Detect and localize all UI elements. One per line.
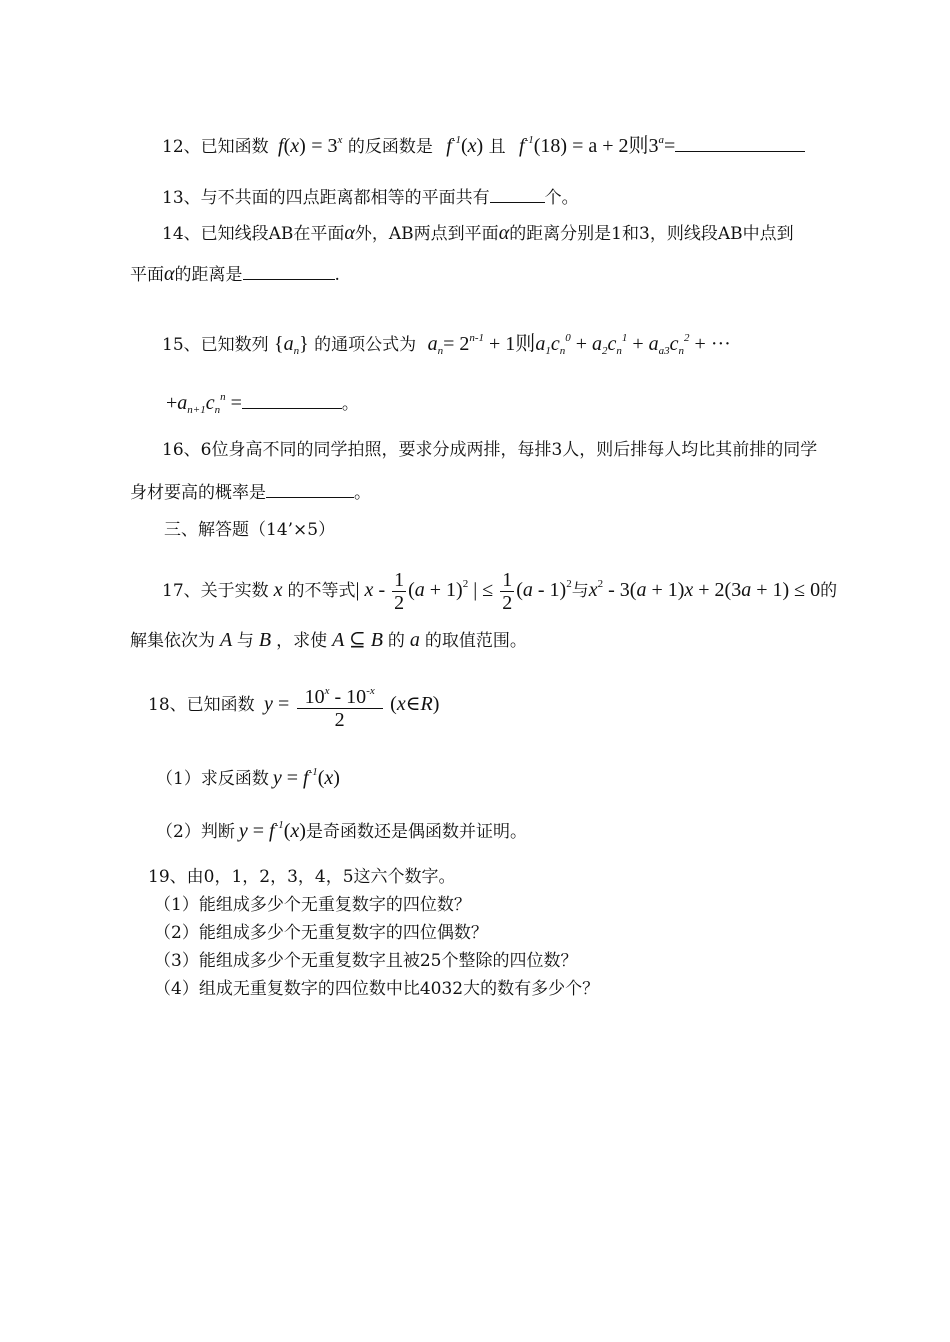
var-x: x [268,579,288,601]
answer-blank-14[interactable] [243,265,335,280]
q19-item: （1）能组成多少个无重复数字的四位数？ [154,895,471,915]
q17-text-d: 的 [387,631,405,651]
question-19: 19、由0，1，2，3，4，5这六个数字。 [148,867,456,887]
q12-condition: $f^{-1}$ [519,134,534,157]
q17-and: 与 [571,581,589,601]
q17-mid: 的不等式 [287,581,356,601]
q18-lead: 18、已知函数 [148,695,255,715]
q18-y: y = [264,693,290,715]
question-16-line-1: 16、6位身高不同的同学拍照，要求分成两排，每排3人，则后排每人均比其前排的同学 [162,440,818,460]
q17-text-e: 的取值范围。 [424,631,527,651]
q18-fraction: $\frac{10^x - 10^{-x}}{2}$ [297,680,383,731]
q17-de: 的 [820,581,838,601]
q14-text-c: 的距离分别是1和3，则线段AB中点到 [509,224,794,244]
q17-lead: 17、关于实数 [162,581,269,601]
set-A: A [215,629,237,651]
q18-domain: (x∈R) [390,693,440,715]
q12-condition-value: (18) = a + 2则3 [533,135,659,157]
question-12: 12、已知函数 $f(x) = 3^x$ 的反函数是 $f^{-1}(x)$ 且 $f^{-1}(18) = a + 2$则$3^a=$ [162,128,805,159]
question-13 [162,186,579,210]
question-18-part-1 [156,760,340,791]
q12-formula-f: f(x) [278,135,306,157]
alpha-symbol: α [164,263,175,285]
answer-blank-13[interactable] [490,188,545,203]
q12-mid: 的反函数是 [347,137,433,157]
q17-text-b: 与 [236,631,254,651]
q12-formula-eq: = $3^x$ [311,134,343,157]
question-15-line-1 [162,326,731,363]
q15-last-term: $+a_{n+1}c_n^n$ [166,391,226,416]
q15-mid: 的通项公式为 [314,335,417,355]
q18-inverse-2: $y = f^{-1}(x)$ [238,819,306,842]
q15-lead: 15、已知数列 [162,335,269,355]
alpha-symbol: α [344,222,355,244]
q18-sub2-tail: 是奇函数还是偶函数并证明。 [305,822,527,842]
q15-equals: = [225,392,242,414]
alpha-symbol: α [498,222,510,244]
q15-formula-rhs: = $2^{n-1} + 1$则 [443,332,536,355]
q17-text-c: ，求使 [276,631,328,651]
q12-inverse: $f^{-1}(x)$ [446,134,484,157]
question-17-line-2 [130,628,527,653]
q13-text: 13、与不共面的四点距离都相等的平面共有 [162,188,490,208]
q12-lead: 12、已知函数 [162,137,269,157]
question-17-line-1 [162,562,837,614]
question-16-line-2 [130,481,371,505]
q19-item: （3）能组成多少个无重复数字且被25个整除的四位数？ [154,951,578,971]
answer-blank-12[interactable] [675,137,805,152]
answer-blank-16[interactable] [266,483,354,498]
question-18 [148,680,439,731]
question-18-part-2 [156,813,527,844]
q16-tail: 。 [354,483,371,503]
q17-text-a: 解集依次为 [130,631,215,651]
q14-text-b: 外，AB两点到平面 [354,224,499,244]
question-14-line-1 [162,221,794,246]
q12-and: 且 [488,137,506,157]
q14-text-e: 的距离是 [174,265,243,285]
q17-ineq1: | x - $\frac{1}{2}$ $(a + 1)^2$ | ≤ $\frac{1}{2}$ (a - 1)$^2$ [355,568,572,614]
q17-ineq2: $x^2 - 3(a + 1)x + 2(3a + 1) \le 0$ [588,578,821,601]
q16-text: 身材要高的概率是 [130,483,266,503]
section-heading: 三、解答题（14’×5） [164,520,336,540]
question-14-line-2 [130,262,340,287]
q14-text-a: 14、已知线段AB在平面 [162,224,345,244]
q15-sequence-symbol: $\{a_n\}$ [274,333,309,357]
question-15-line-2 [166,385,359,422]
q18-inverse-1: $y = f^{-1}(x)$ [272,766,340,789]
set-B: B [253,629,277,651]
q13-tail: 个。 [544,188,579,208]
q19-item: （4）组成无重复数字的四位数中比4032大的数有多少个？ [154,979,600,999]
q15-ellipsis: ··· [710,333,731,355]
q19-item: （2）能组成多少个无重复数字的四位偶数？ [154,923,488,943]
q15-sum: $a_1c_n^0 + a_2c_n^1 + a_{a3}c_n^2$ + [535,332,711,357]
q14-tail: . [334,265,340,285]
q18-sub1-text: （1）求反函数 [156,769,269,789]
answer-blank-15[interactable] [242,394,342,409]
subset-relation: A ⊆ B [327,629,388,651]
var-a: a [404,629,425,651]
q15-tail: 。 [341,394,359,414]
q12-equals: = [664,135,676,157]
q18-sub2-text: （2）判断 [156,822,235,842]
q15-formula: $a_n$ [427,333,444,357]
q14-text-d: 平面 [130,265,164,285]
